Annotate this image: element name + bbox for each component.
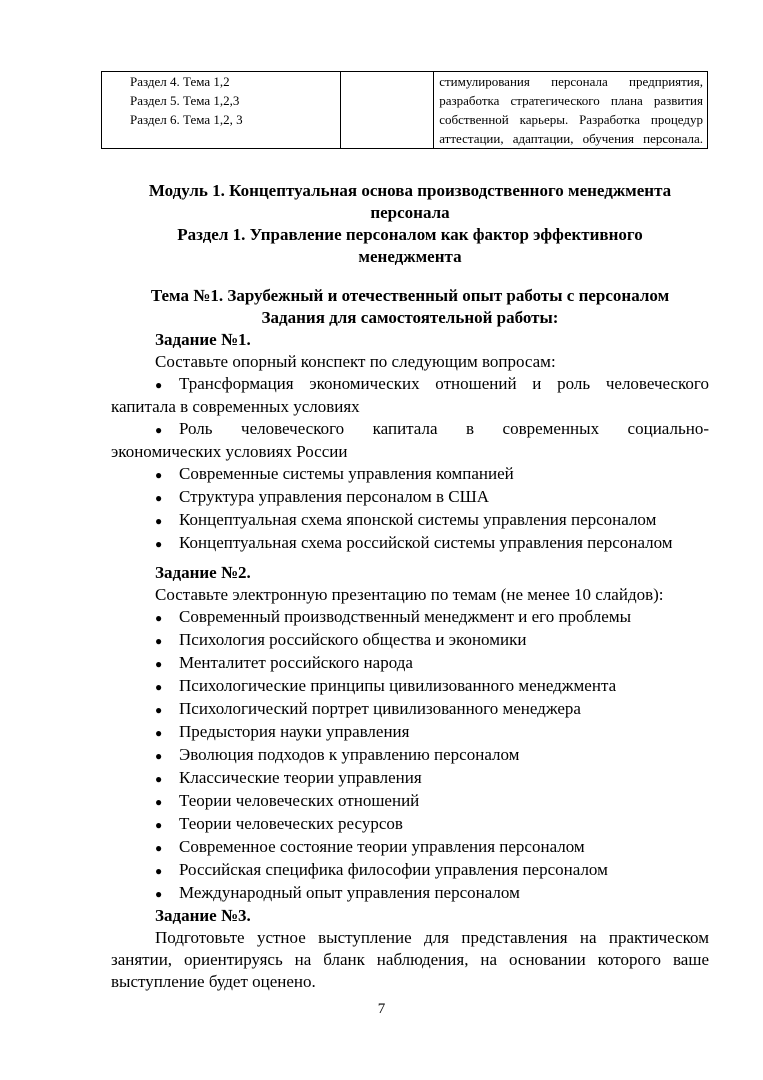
list-item <box>111 486 709 509</box>
bullet-icon: ● <box>155 657 163 671</box>
list-item <box>111 790 709 813</box>
list-item <box>111 629 709 652</box>
task-3-text-line: занятии, ориентируясь на бланк наблюдения, на основании которого ваше <box>111 950 709 969</box>
list-item-text: Международный опыт управления персоналом <box>179 883 520 902</box>
list-item <box>111 744 709 767</box>
list-item-text: Эволюция подходов к управлению персоналом <box>179 745 520 764</box>
list-item-text: Психологические принципы цивилизованного менеджмента <box>179 676 617 695</box>
table-cell-line: собственной карьеры. Разработка процедур <box>439 112 703 127</box>
list-item-text: Предыстория науки управления <box>179 722 410 741</box>
task-2-title: Задание №2. <box>155 563 251 582</box>
list-item-text: Теории человеческих ресурсов <box>179 814 403 833</box>
bullet-icon: ● <box>155 611 163 625</box>
list-item-text: Российская специфика философии управления персоналом <box>179 860 608 879</box>
list-item-text: Современный производственный менеджмент и его проблемы <box>179 607 631 626</box>
list-item <box>111 882 709 905</box>
list-item <box>111 532 709 555</box>
section-title-line: Раздел 1. Управление персоналом как фактор эффективного <box>177 225 643 244</box>
task-1-title: Задание №1. <box>155 330 251 349</box>
list-item-text: Концептуальная схема японской системы управления персоналом <box>179 510 657 529</box>
bullet-icon: ● <box>155 680 163 694</box>
task-2-intro: Составьте электронную презентацию по темам (не менее 10 слайдов): <box>155 585 664 604</box>
table-cell-line: Раздел 5. Тема 1,2,3 <box>130 93 240 108</box>
bullet-icon: ● <box>155 491 163 505</box>
table-cell-description <box>434 72 708 149</box>
list-item-text: Современное состояние теории управления персоналом <box>179 837 585 856</box>
bullet-icon: ● <box>155 795 163 809</box>
topic-subtitle: Задания для самостоятельной работы: <box>261 308 559 327</box>
topic-heading <box>111 285 709 329</box>
table-cell-line: стимулирования персонала предприятия, <box>439 74 703 89</box>
module-title-line: Модуль 1. Концептуальная основа производственного менеджмента <box>148 181 672 200</box>
module-title-line: персонала <box>370 203 450 222</box>
bullet-icon: ● <box>155 537 163 551</box>
list-item <box>111 698 709 721</box>
table-cell-empty <box>340 72 433 149</box>
list-item-text: Психология российского общества и экономики <box>179 630 527 649</box>
module-heading <box>111 180 709 268</box>
bullet-icon: ● <box>155 841 163 855</box>
list-item-text: Структура управления персоналом в США <box>179 487 489 506</box>
bullet-icon: ● <box>155 749 163 763</box>
list-item-text: Теории человеческих отношений <box>179 791 420 810</box>
bullet-icon: ● <box>155 703 163 717</box>
bullet-icon: ● <box>155 726 163 740</box>
list-item-text-cont: экономических условиях России <box>111 442 348 461</box>
list-item-text: Менталитет российского народа <box>179 653 413 672</box>
list-item <box>111 509 709 532</box>
list-item <box>111 813 709 836</box>
bullet-icon: ● <box>155 378 163 392</box>
bullet-icon: ● <box>155 423 163 437</box>
bullet-icon: ● <box>155 864 163 878</box>
list-item <box>111 767 709 790</box>
table-cell-line: Раздел 6. Тема 1,2, 3 <box>130 112 243 127</box>
bullet-icon: ● <box>155 818 163 832</box>
task-3-text-line: выступление будет оценено. <box>111 972 316 991</box>
table-cell-line: Раздел 4. Тема 1,2 <box>130 74 230 89</box>
list-item-text: Роль человеческого капитала в современных социально- <box>179 419 709 438</box>
page-number: 7 <box>377 1001 386 1017</box>
list-item <box>111 606 709 629</box>
task-3-title: Задание №3. <box>155 906 251 925</box>
list-item-text: Психологический портрет цивилизованного менеджера <box>179 699 581 718</box>
bullet-icon: ● <box>155 514 163 528</box>
task-1-block <box>111 329 709 555</box>
list-item <box>111 836 709 859</box>
bullet-icon: ● <box>155 887 163 901</box>
bullet-icon: ● <box>155 468 163 482</box>
list-item-text: Концептуальная схема российской системы управления персоналом <box>179 533 673 552</box>
bullet-icon: ● <box>155 772 163 786</box>
list-item-text-cont: капитала в современных условиях <box>111 397 360 416</box>
list-item <box>111 418 709 463</box>
topic-title: Тема №1. Зарубежный и отечественный опыт работы с персоналом <box>150 286 670 305</box>
list-item-text: Классические теории управления <box>179 768 422 787</box>
task-2-block <box>111 562 709 993</box>
list-item <box>111 721 709 744</box>
task-3-text-line: Подготовьте устное выступление для представления на практическом <box>155 928 709 947</box>
table-cell-line: разработка стратегического плана развития <box>439 93 703 108</box>
list-item <box>111 463 709 486</box>
curriculum-table <box>101 71 708 149</box>
list-item-text: Трансформация экономических отношений и роль человеческого <box>179 374 709 393</box>
list-item <box>111 859 709 882</box>
table-cell-line: аттестации, адаптации, обучения персонала. <box>439 131 703 146</box>
list-item <box>111 652 709 675</box>
list-item <box>111 373 709 418</box>
list-item <box>111 675 709 698</box>
table-cell-sections <box>102 72 341 149</box>
table-row <box>102 72 708 149</box>
section-title-line: менеджмента <box>358 247 462 266</box>
task-1-intro: Составьте опорный конспект по следующим вопросам: <box>155 352 556 371</box>
list-item-text: Современные системы управления компанией <box>179 464 514 483</box>
bullet-icon: ● <box>155 634 163 648</box>
